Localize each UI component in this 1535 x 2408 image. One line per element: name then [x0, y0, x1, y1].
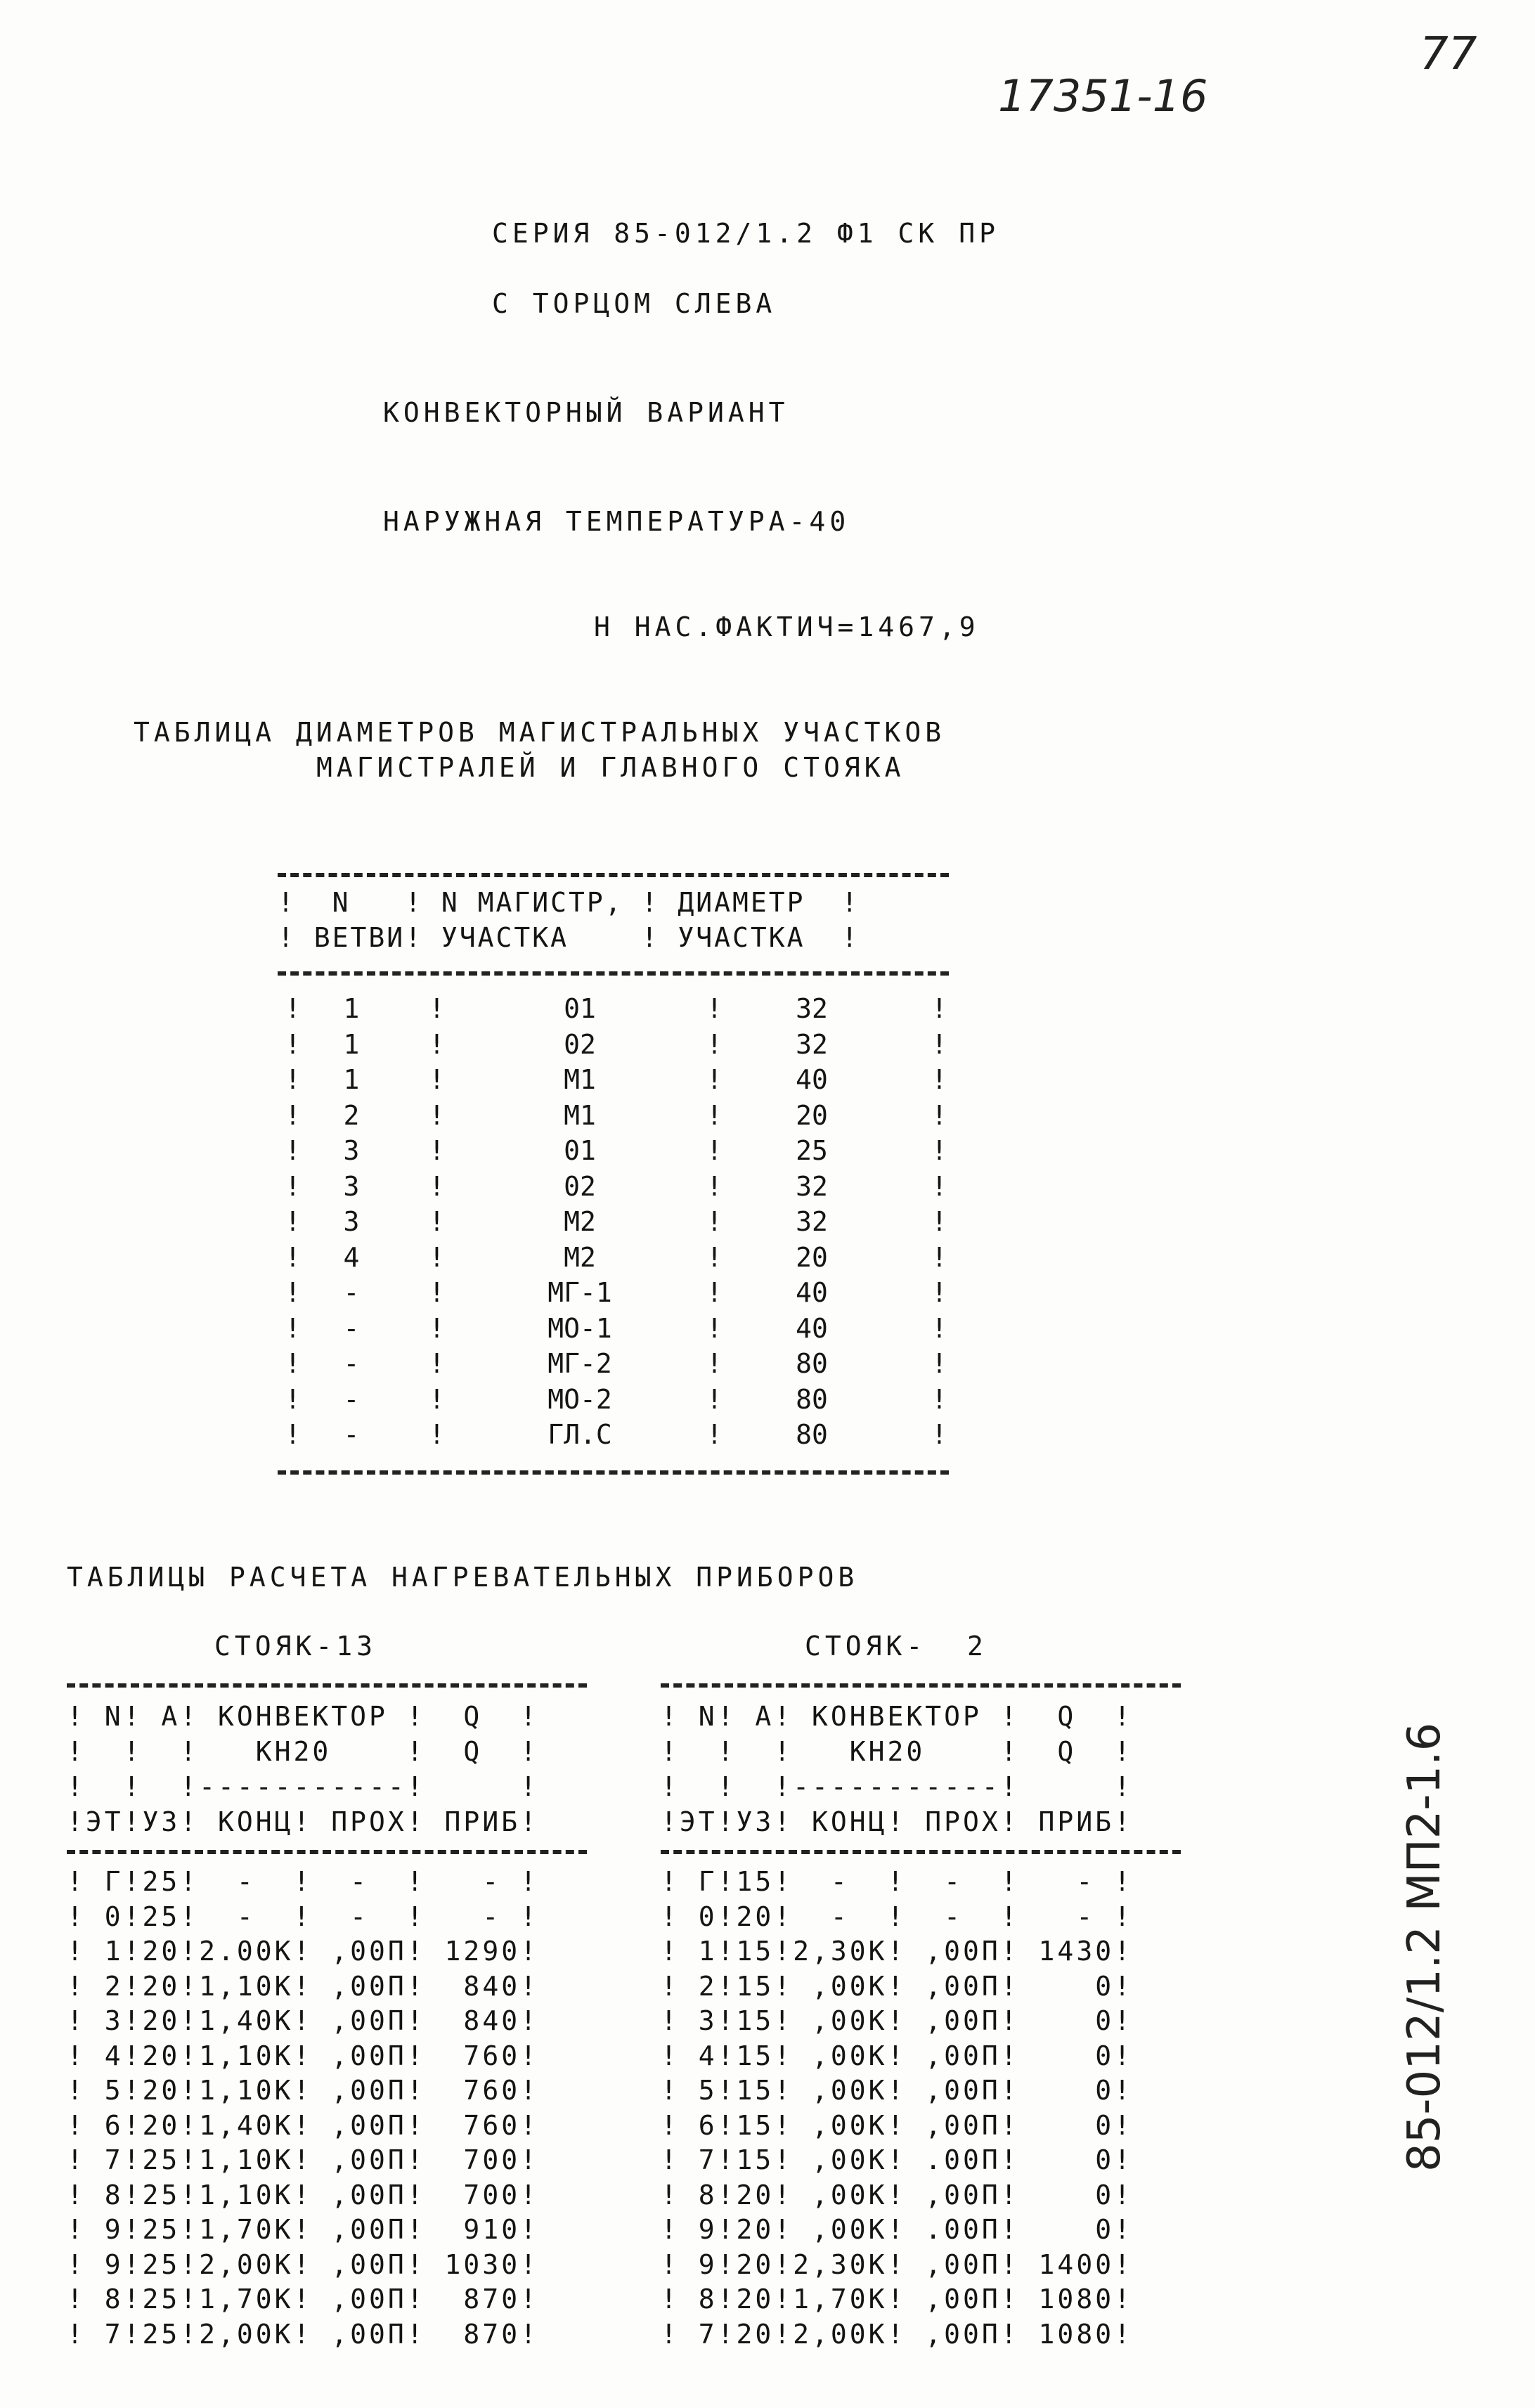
left-row: ! 8!25!1,70К! ,00П! 870!: [67, 2284, 539, 2315]
diameter-table-cell: 80: [796, 1419, 828, 1450]
right-row: ! 8!20! ,00К! ,00П! 0!: [661, 2179, 1133, 2210]
diameter-table-cell: 32: [796, 1206, 828, 1237]
cell-separator: !: [931, 1419, 947, 1450]
cell-separator: !: [429, 1064, 445, 1095]
cell-separator: !: [429, 1170, 445, 1202]
right-row: ! 7!15! ,00К! .00П! 0!: [661, 2144, 1133, 2175]
left-row: ! 9!25!1,70К! ,00П! 910!: [67, 2214, 539, 2245]
cell-separator: !: [285, 1419, 301, 1450]
variant-line: КОНВЕКТОРНЫЙ ВАРИАНТ: [383, 397, 789, 428]
cell-separator: !: [285, 1099, 301, 1131]
right-table-header-3: ! ! !-----------! !: [661, 1771, 1133, 1802]
cell-separator: !: [931, 1383, 947, 1415]
diameter-table-row: [278, 1275, 949, 1310]
diameter-table-cell: 25: [796, 1135, 828, 1166]
left-row: ! 8!25!1,10К! ,00П! 700!: [67, 2179, 539, 2210]
cell-separator: !: [931, 1028, 947, 1060]
diameter-table-row: [278, 1169, 949, 1204]
cell-separator: !: [706, 1135, 723, 1166]
diameter-table-cell: 1: [343, 993, 360, 1024]
temperature-line: НАРУЖНАЯ ТЕМПЕРАТУРА-40: [383, 506, 850, 537]
left-row: ! 6!20!1,40К! ,00П! 760!: [67, 2109, 539, 2141]
cell-separator: !: [706, 1028, 723, 1060]
page-number: 77: [1420, 28, 1477, 80]
diameter-table-top-rule: [278, 873, 949, 877]
cell-separator: !: [285, 1241, 301, 1273]
left-table-header-2: ! ! ! КН20 ! Q !: [67, 1736, 539, 1767]
cell-separator: !: [706, 1099, 723, 1131]
diameter-table-cell: М2: [564, 1241, 596, 1273]
left-row: ! Г!25! - ! - ! - !: [67, 1866, 539, 1897]
cell-separator: !: [931, 1348, 947, 1379]
right-row: ! 0!20! - ! - ! - !: [661, 1901, 1133, 1932]
left-row: ! 0!25! - ! - ! - !: [67, 1901, 539, 1932]
diameter-table-cell: 4: [343, 1241, 360, 1273]
diameter-table-cell: 20: [796, 1099, 828, 1131]
cell-separator: !: [706, 1170, 723, 1202]
cell-separator: !: [429, 1312, 445, 1344]
diameter-table-header-row-2: ! ВЕТВИ! УЧАСТКА ! УЧАСТКА !: [278, 922, 860, 953]
right-row: ! 1!15!2,30К! ,00П! 1430!: [661, 1936, 1133, 1967]
diameter-table-cell: 20: [796, 1241, 828, 1273]
left-row: ! 7!25!1,10К! ,00П! 700!: [67, 2144, 539, 2175]
diameter-table-cell: 80: [796, 1383, 828, 1415]
right-row: ! 9!20!2,30К! ,00П! 1400!: [661, 2248, 1133, 2280]
diameter-table-row: [278, 1027, 949, 1062]
diameter-table-cell: 40: [796, 1277, 828, 1308]
cell-separator: !: [706, 1064, 723, 1095]
diameter-table-cell: 32: [796, 1170, 828, 1202]
diameter-table-header-rule: [278, 971, 949, 976]
cell-separator: !: [285, 1383, 301, 1415]
cell-separator: !: [285, 1064, 301, 1095]
diameter-table-bottom-rule: [278, 1470, 949, 1475]
diameter-table-cell: 02: [564, 1170, 596, 1202]
left-row: ! 7!25!2,00К! ,00П! 870!: [67, 2318, 539, 2350]
left-table-header-rule: [67, 1850, 587, 1854]
diameter-table-cell: 32: [796, 1028, 828, 1060]
diameter-table-cell: 3: [343, 1206, 360, 1237]
cell-separator: !: [429, 993, 445, 1024]
cell-separator: !: [931, 1277, 947, 1308]
cell-separator: !: [285, 1170, 301, 1202]
diameter-table-cell: 02: [564, 1028, 596, 1060]
cell-separator: !: [706, 1348, 723, 1379]
left-table-top-rule: [67, 1683, 587, 1688]
diameter-table-cell: 01: [564, 993, 596, 1024]
right-row: ! 7!20!2,00К! ,00П! 1080!: [661, 2318, 1133, 2350]
diameter-table-cell: -: [343, 1312, 360, 1344]
cell-separator: !: [931, 1099, 947, 1131]
right-row: ! 4!15! ,00К! ,00П! 0!: [661, 2040, 1133, 2071]
diameter-table-row: [278, 1346, 949, 1381]
cell-separator: !: [429, 1206, 445, 1237]
left-row: ! 5!20!1,10К! ,00П! 760!: [67, 2075, 539, 2106]
diameter-table-cell: 1: [343, 1064, 360, 1095]
diameter-table-cell: М2: [564, 1206, 596, 1237]
series-line: СЕРИЯ 85-012/1.2 Ф1 СК ПР: [492, 218, 999, 249]
left-table-header-4: !ЭТ!УЗ! КОНЦ! ПРОХ! ПРИБ!: [67, 1806, 539, 1837]
diameter-table-cell: 3: [343, 1135, 360, 1166]
cell-separator: !: [285, 1348, 301, 1379]
cell-separator: !: [429, 1241, 445, 1273]
right-row: ! 9!20! ,00К! .00П! 0!: [661, 2214, 1133, 2245]
left-row: ! 9!25!2,00К! ,00П! 1030!: [67, 2248, 539, 2280]
cell-separator: !: [429, 1099, 445, 1131]
cell-separator: !: [285, 1206, 301, 1237]
cell-separator: !: [429, 1277, 445, 1308]
diameter-table-row: [278, 1204, 949, 1239]
diameter-table-cell: 01: [564, 1135, 596, 1166]
cell-separator: !: [931, 1064, 947, 1095]
diameter-table-cell: -: [343, 1383, 360, 1415]
right-row: ! 3!15! ,00К! ,00П! 0!: [661, 2005, 1133, 2036]
cell-separator: !: [429, 1135, 445, 1166]
diameter-table-row: [278, 1311, 949, 1346]
left-row: ! 3!20!1,40К! ,00П! 840!: [67, 2005, 539, 2036]
diameter-table-title-2: МАГИСТРАЛЕЙ И ГЛАВНОГО СТОЯКА: [316, 752, 905, 783]
diameter-table-cell: М1: [564, 1064, 596, 1095]
cell-separator: !: [931, 1241, 947, 1273]
diameter-table-cell: МО-1: [548, 1312, 612, 1344]
diameter-table-cell: 40: [796, 1064, 828, 1095]
diameter-table-cell: -: [343, 1277, 360, 1308]
diameter-table-cell: МО-2: [548, 1383, 612, 1415]
cell-separator: !: [429, 1383, 445, 1415]
cell-separator: !: [429, 1348, 445, 1379]
cell-separator: !: [931, 993, 947, 1024]
diameter-table-cell: 40: [796, 1312, 828, 1344]
cell-separator: !: [931, 1312, 947, 1344]
cell-separator: !: [706, 1206, 723, 1237]
right-table-top-rule: [661, 1683, 1181, 1688]
diameter-table-row: [278, 1417, 949, 1452]
diameter-table-cell: МГ-1: [548, 1277, 612, 1308]
right-table-header-rule: [661, 1850, 1181, 1854]
cell-separator: !: [285, 1028, 301, 1060]
diameter-table-cell: 2: [343, 1099, 360, 1131]
diameter-table-cell: 3: [343, 1170, 360, 1202]
heater-tables-title: ТАБЛИЦЫ РАСЧЕТА НАГРЕВАТЕЛЬНЫХ ПРИБОРОВ: [67, 1562, 859, 1593]
left-table-header-1: ! N! A! КОНВЕКТОР ! Q !: [67, 1701, 539, 1732]
cell-separator: !: [706, 1419, 723, 1450]
right-riser-title: СТОЯК- 2: [805, 1631, 987, 1662]
diameter-table-header-row-1: ! N ! N МАГИСТР, ! ДИАМЕТР !: [278, 887, 860, 918]
diameter-table-cell: ГЛ.С: [548, 1419, 612, 1450]
side-document-label: 85-012/1.2 МП2-1.6: [1399, 1722, 1451, 2172]
orientation-line: С ТОРЦОМ СЛЕВА: [492, 288, 777, 319]
left-row: ! 4!20!1,10К! ,00П! 760!: [67, 2040, 539, 2071]
left-row: ! 1!20!2.00К! ,00П! 1290!: [67, 1936, 539, 1967]
cell-separator: !: [285, 1135, 301, 1166]
cell-separator: !: [706, 1312, 723, 1344]
diameter-table-cell: 32: [796, 993, 828, 1024]
right-row: ! 8!20!1,70К! ,00П! 1080!: [661, 2284, 1133, 2315]
cell-separator: !: [706, 1241, 723, 1273]
right-table-header-2: ! ! ! КН20 ! Q !: [661, 1736, 1133, 1767]
cell-separator: !: [931, 1135, 947, 1166]
diameter-table-cell: -: [343, 1419, 360, 1450]
diameter-table-row: [278, 991, 949, 1026]
diameter-table-cell: -: [343, 1348, 360, 1379]
cell-separator: !: [706, 1277, 723, 1308]
right-table-header-4: !ЭТ!УЗ! КОНЦ! ПРОХ! ПРИБ!: [661, 1806, 1133, 1837]
cell-separator: !: [285, 1312, 301, 1344]
pressure-line: Н НАС.ФАКТИЧ=1467,9: [594, 611, 980, 642]
right-row: ! 6!15! ,00К! ,00П! 0!: [661, 2109, 1133, 2141]
right-table-header-1: ! N! A! КОНВЕКТОР ! Q !: [661, 1701, 1133, 1732]
cell-separator: !: [429, 1028, 445, 1060]
diameter-table-cell: 80: [796, 1348, 828, 1379]
diameter-table-row: [278, 1098, 949, 1133]
cell-separator: !: [285, 1277, 301, 1308]
right-row: ! 5!15! ,00К! ,00П! 0!: [661, 2075, 1133, 2106]
cell-separator: !: [931, 1170, 947, 1202]
diameter-table-row: [278, 1240, 949, 1275]
left-table-header-3: ! ! !-----------! !: [67, 1771, 539, 1802]
cell-separator: !: [706, 993, 723, 1024]
diameter-table-row: [278, 1062, 949, 1097]
right-row: ! Г!15! - ! - ! - !: [661, 1866, 1133, 1897]
handwritten-document-code: 17351-16: [998, 70, 1208, 122]
left-riser-title: СТОЯК-13: [214, 1631, 377, 1662]
cell-separator: !: [429, 1419, 445, 1450]
right-row: ! 2!15! ,00К! ,00П! 0!: [661, 1970, 1133, 2002]
diameter-table-row: [278, 1382, 949, 1417]
diameter-table-title-1: ТАБЛИЦА ДИАМЕТРОВ МАГИСТРАЛЬНЫХ УЧАСТКОВ: [134, 717, 946, 748]
diameter-table-row: [278, 1133, 949, 1168]
cell-separator: !: [285, 993, 301, 1024]
diameter-table-cell: М1: [564, 1099, 596, 1131]
diameter-table-cell: 1: [343, 1028, 360, 1060]
cell-separator: !: [706, 1383, 723, 1415]
diameter-table-cell: МГ-2: [548, 1348, 612, 1379]
left-row: ! 2!20!1,10К! ,00П! 840!: [67, 1970, 539, 2002]
cell-separator: !: [931, 1206, 947, 1237]
